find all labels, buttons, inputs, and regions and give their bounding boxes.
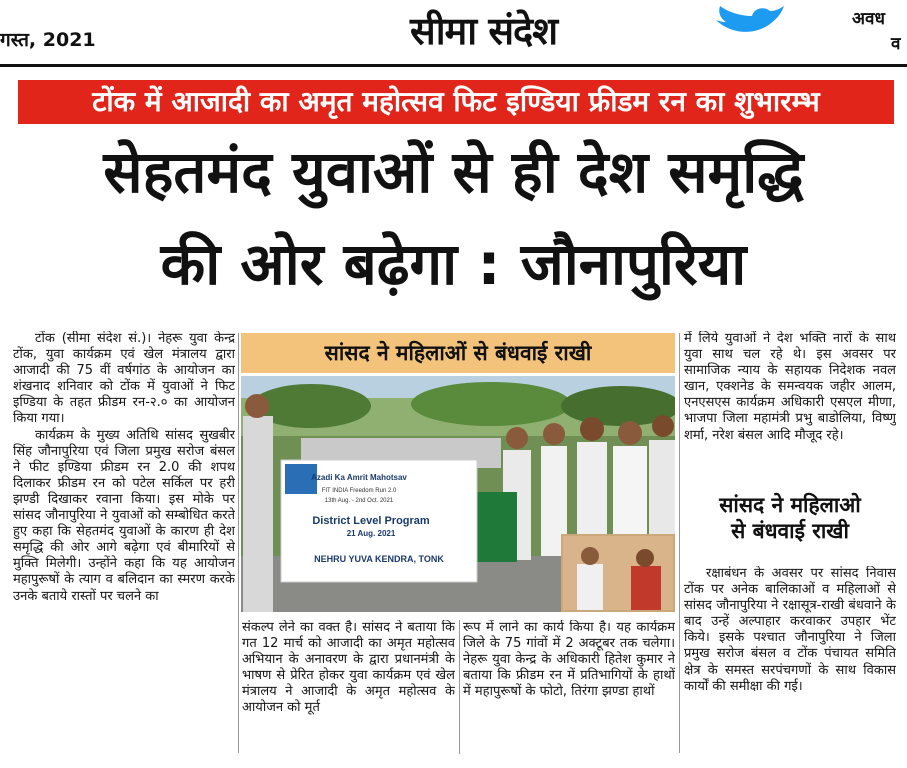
banner-title: Azadi Ka Amrit Mahotsav bbox=[311, 473, 407, 482]
sub-headline bbox=[684, 492, 896, 544]
banner-dates: 13th Aug. - 2nd Oct. 2021 bbox=[324, 498, 394, 504]
article-column-1 bbox=[13, 331, 235, 756]
article-column-3b bbox=[684, 566, 896, 756]
banner-date: 21 Aug. 2021 bbox=[346, 529, 396, 538]
headline-line-2: की ओर बढ़ेगा : जौनापुरिया bbox=[160, 230, 747, 298]
article-column-2a bbox=[242, 620, 455, 755]
banner-subtitle: FIT INDIA Freedom Run 2.0 bbox=[321, 488, 397, 494]
photo-caption: सांसद ने महिलाओं से बंधवाई राखी bbox=[241, 333, 675, 373]
sub-headline-line-2: से बंधवाई राखी bbox=[731, 519, 849, 543]
sub-headline-line-1: सांसद ने महिलाओ bbox=[719, 493, 861, 517]
article-paragraph: कार्यक्रम के मुख्य अतिथि सांसद सुखबीर सिंह जौनापुरिया एवं जिला प्रमुख सरोज बंसल ने फीट इण्डिया फ्रीडम रन 2.0 की शपथ दिलाकर फ्रीडम रन को पटेल सर्किल पर हरी झण्डी दिखाकर रवाना किया। इस मोके पर सांसद जौनापुरिया ने युवाओं को सम्बोधित करते हुए कहा कि सेहतमंद युवाओं के कारण ही देश समृद्धि की ओर आगे बढ़ेगा एवं बीमारियों से मुक्ति मिलेगी। उन्होंने कहा कि यह आयोजन महापुरूषों के त्याग व बलिदान का स्मरण करके उनके बताये रास्तों पर चलने का bbox=[13, 427, 235, 604]
article-column-2b bbox=[463, 620, 675, 755]
newspaper-name: सीमा संदेश bbox=[410, 9, 558, 53]
column-divider bbox=[679, 333, 680, 753]
article-paragraph: रूप में लाने का कार्य किया है। यह कार्यक्रम जिले के 75 गांवों में 2 अक्टूबर तक चलेगा। नेहरू युवा केन्द्र के अधिकारी हितेश कुमार ने बताया कि फ्रीडम रन में प्रतिभागियों के हाथों में महापुरूषों के फोटो, तिरंगा झण्डा हाथों bbox=[463, 620, 675, 700]
article-paragraph: रक्षाबंधन के अवसर पर सांसद निवास टोंक पर अनेक बालिकाओं व महिलाओं से सांसद जौनापुरिया ने रक्षासूत्र-राखी बंधवाने के बाद उन्हें अल्पाहार करवाकर उपहार भेंट किये। इसके पश्चात जौनापुरिया ने जिला प्रमुख सरोज बंसल व टोंक पंचायत समिति क्षेत्र के समस्त सरपंचगणों के साथ विकास कार्यों की समीक्षा की गई। bbox=[684, 566, 896, 694]
article-paragraph: में लिये युवाओं ने देश भक्ति नारों के साथ युवा साथ चल रहे थे। इस अवसर पर सामाजिक न्याय के सहायक निदेशक नवल खान, एक्शनेड के समन्वयक जहीर आलम, एनएसएस कार्यक्रम अधिकारी एसएल मीणा, भाजपा जिला महामंत्री प्रभु बाडोलिया, विष्णु शर्मा, नरेश बंसल आदि मौजूद रहे। bbox=[684, 331, 896, 443]
neighbor-paper-fragment-2: व bbox=[891, 34, 901, 54]
event-photo bbox=[241, 376, 675, 612]
article-paragraph: संकल्प लेने का वक्त है। सांसद ने बताया कि गत 12 मार्च को आजादी का अमृत महोत्सव अभियान के अनावरण के द्वारा प्रधानमंत्री के भाषण से प्रेरित होकर युवा कार्यक्रम एवं खेल मंत्रालय ने आजादी के अमृत महोत्सव के आयोजन को मूर्त bbox=[242, 620, 455, 716]
kicker-banner: टोंक में आजादी का अमृत महोत्सव फिट इण्डिया फ्रीडम रन का शुभारम्भ bbox=[18, 80, 894, 124]
headline-line-1: सेहतमंद युवाओं से ही देश समृद्धि bbox=[103, 138, 804, 206]
issue-date: गस्त, 2021 bbox=[0, 29, 96, 51]
article-paragraph: टोंक (सीमा संदेश सं.)। नेहरू युवा केन्द्र टोंक, युवा कार्यक्रम एवं खेल मंत्रालय द्वारा आजादी की 75 वीं वर्षगांठ के आयोजन का शंखनाद शनिवार को टोंक में युवाओं ने फिट इण्डिया के तहत फ्रीडम रन-२.० का आयोजन किया गया। bbox=[13, 331, 235, 427]
column-divider bbox=[459, 620, 460, 754]
twitter-bird-icon bbox=[712, 4, 792, 50]
masthead bbox=[0, 0, 907, 67]
banner-program: District Level Program bbox=[312, 515, 430, 527]
neighbor-paper-fragment: अवध bbox=[852, 9, 885, 29]
banner-org: NEHRU YUVA KENDRA, TONK bbox=[314, 554, 444, 564]
article-column-3 bbox=[684, 331, 896, 481]
column-divider bbox=[238, 333, 239, 753]
